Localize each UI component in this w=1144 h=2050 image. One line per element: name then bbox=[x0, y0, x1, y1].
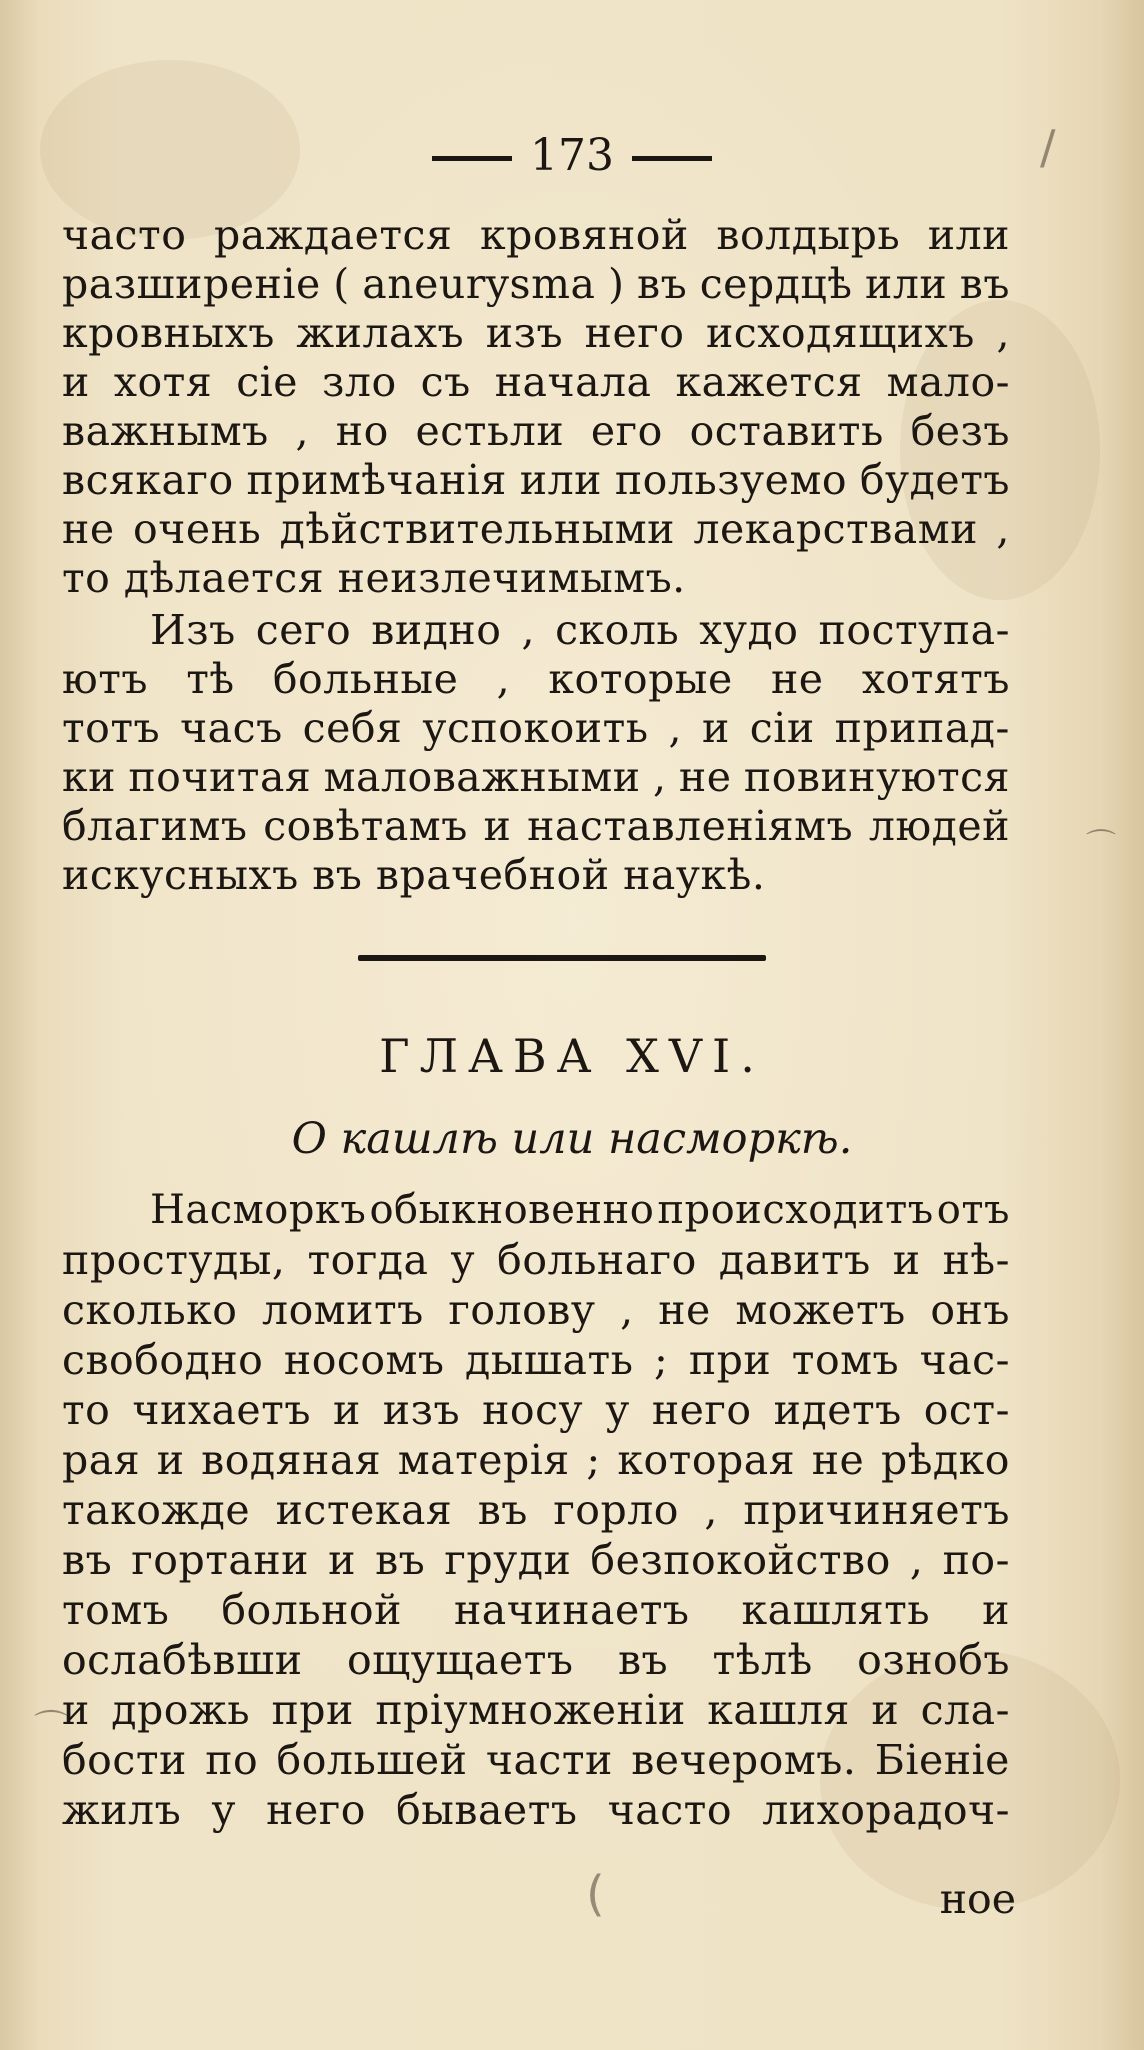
word: важнымъ bbox=[62, 407, 269, 455]
text-line bbox=[62, 553, 1010, 603]
word: тѣ bbox=[186, 655, 235, 703]
catchword: ное bbox=[939, 1875, 1016, 1923]
margin-mark: ⌒ bbox=[34, 1708, 68, 1748]
word: пользуемо bbox=[614, 456, 848, 504]
word: бываетъ bbox=[396, 1786, 578, 1834]
text-line bbox=[62, 210, 1010, 260]
word: поступа- bbox=[818, 606, 1010, 654]
word: по bbox=[205, 1736, 259, 1784]
word: матерія bbox=[397, 1436, 570, 1484]
word: ютъ bbox=[62, 655, 148, 703]
word: у bbox=[605, 1386, 630, 1434]
word: идетъ bbox=[773, 1386, 902, 1434]
word: , bbox=[521, 606, 536, 654]
word: съ bbox=[420, 358, 471, 406]
word: свободно bbox=[62, 1336, 264, 1384]
word: пріумноженіи bbox=[375, 1686, 686, 1734]
word: груди bbox=[444, 1536, 572, 1584]
word: не bbox=[658, 1286, 711, 1334]
word: часъ bbox=[180, 704, 283, 752]
word: носомъ bbox=[283, 1336, 445, 1384]
word: томъ bbox=[62, 1586, 170, 1634]
text-line bbox=[62, 357, 1010, 407]
word: почитая bbox=[128, 753, 312, 801]
word: кашлять bbox=[741, 1586, 931, 1634]
word: при bbox=[688, 1336, 772, 1384]
word: больной bbox=[221, 1586, 402, 1634]
word: въ bbox=[477, 1486, 528, 1534]
word: больные bbox=[272, 655, 459, 703]
word: можетъ bbox=[735, 1286, 906, 1334]
word: успокоить bbox=[422, 704, 649, 752]
word: у bbox=[450, 1236, 476, 1284]
word: изъ bbox=[485, 309, 564, 357]
word: часто bbox=[62, 211, 187, 259]
word: , bbox=[496, 655, 511, 703]
word: него bbox=[584, 309, 685, 357]
word: , bbox=[704, 1486, 718, 1534]
word: видно bbox=[371, 606, 502, 654]
word: части bbox=[485, 1736, 613, 1784]
text-line bbox=[62, 1285, 1010, 1335]
word: или bbox=[519, 456, 602, 504]
word: кашля bbox=[707, 1686, 850, 1734]
text-line bbox=[62, 752, 1010, 802]
text-line bbox=[150, 1185, 1010, 1235]
word: наставленіямъ bbox=[527, 802, 854, 850]
word: маловажными bbox=[323, 753, 641, 801]
word: , bbox=[653, 753, 667, 801]
word: ознобъ bbox=[857, 1636, 1010, 1684]
word: по- bbox=[942, 1536, 1010, 1584]
word: очень bbox=[133, 505, 262, 553]
word: бости bbox=[62, 1736, 187, 1784]
word: тогда bbox=[307, 1236, 429, 1284]
word: сіе bbox=[236, 358, 299, 406]
word: причиняетъ bbox=[743, 1486, 1010, 1534]
word: , bbox=[996, 309, 1010, 357]
chapter-subtitle: О кашлѣ или насморкѣ. bbox=[291, 1114, 853, 1164]
word: и bbox=[982, 1586, 1010, 1634]
word: гортани bbox=[131, 1536, 309, 1584]
word: ; bbox=[654, 1336, 669, 1384]
word: истекая bbox=[275, 1486, 453, 1534]
word: час- bbox=[919, 1336, 1010, 1384]
word: кровныхъ bbox=[62, 309, 275, 357]
text-line bbox=[62, 850, 1010, 900]
word: больнаго bbox=[497, 1236, 697, 1284]
word: естьли bbox=[415, 407, 565, 455]
word: или bbox=[927, 211, 1010, 259]
word: не bbox=[811, 1436, 865, 1484]
text-line bbox=[62, 1635, 1010, 1685]
word: и bbox=[62, 358, 90, 406]
word: aneurysma bbox=[362, 260, 596, 308]
word: давитъ bbox=[718, 1236, 871, 1284]
text-line bbox=[62, 801, 1010, 851]
text-line bbox=[62, 308, 1010, 358]
word: и bbox=[328, 1536, 356, 1584]
text-line bbox=[62, 504, 1010, 554]
word: хотятъ bbox=[861, 655, 1010, 703]
word: , bbox=[996, 505, 1010, 553]
word: него bbox=[651, 1386, 752, 1434]
word: въ bbox=[637, 260, 688, 308]
word: сего bbox=[255, 606, 352, 654]
word: обыкновенно bbox=[369, 1187, 655, 1233]
word: мало- bbox=[886, 358, 1010, 406]
word: , bbox=[620, 1286, 634, 1334]
word: и bbox=[332, 1386, 361, 1434]
word: не bbox=[62, 505, 115, 553]
word: всякаго bbox=[62, 456, 234, 504]
word: повинуются bbox=[743, 753, 1010, 801]
word: тѣлѣ bbox=[712, 1636, 813, 1684]
word: дрожь bbox=[111, 1686, 251, 1734]
word: сколько bbox=[62, 1286, 238, 1334]
word: совѣтамъ bbox=[263, 802, 468, 850]
line-text: то дѣлается неизлечимымъ. bbox=[62, 554, 686, 602]
word: рая bbox=[62, 1436, 141, 1484]
word: него bbox=[266, 1786, 366, 1834]
word: и bbox=[702, 704, 730, 752]
page-number-text: 173 bbox=[530, 130, 614, 181]
word: носу bbox=[482, 1386, 584, 1434]
word: примѣчанія bbox=[246, 456, 507, 504]
word: онъ bbox=[930, 1286, 1010, 1334]
word: хотя bbox=[113, 358, 213, 406]
word: голову bbox=[448, 1286, 596, 1334]
header-dash bbox=[432, 156, 512, 161]
word: жилъ bbox=[62, 1786, 182, 1834]
word: то bbox=[62, 1386, 111, 1434]
word: и bbox=[156, 1436, 185, 1484]
margin-mark: ⌒ bbox=[1086, 828, 1116, 863]
word: кровяной bbox=[479, 211, 689, 259]
word: , bbox=[909, 1536, 924, 1584]
word: начинаетъ bbox=[453, 1586, 690, 1634]
word: ощущаетъ bbox=[347, 1636, 574, 1684]
text-line bbox=[62, 703, 1010, 753]
text-line bbox=[62, 1585, 1010, 1635]
page-number bbox=[0, 131, 1144, 181]
word: не bbox=[770, 655, 824, 703]
word: ки bbox=[62, 753, 116, 801]
word: разширеніе bbox=[62, 260, 321, 308]
word: нѣ- bbox=[942, 1236, 1010, 1284]
word: и bbox=[892, 1236, 921, 1284]
text-line bbox=[62, 1485, 1010, 1535]
word: при bbox=[271, 1686, 354, 1734]
chapter-heading: ГЛАВА XVI. bbox=[379, 1029, 765, 1083]
word: Насморкъ bbox=[150, 1187, 367, 1233]
word: ослабѣвши bbox=[62, 1636, 303, 1684]
word: но bbox=[335, 407, 389, 455]
word: изъ bbox=[382, 1386, 461, 1434]
text-line bbox=[62, 406, 1010, 456]
text-line bbox=[62, 1335, 1010, 1385]
word: и bbox=[62, 1686, 90, 1734]
word: не bbox=[678, 753, 732, 801]
word: и bbox=[483, 802, 512, 850]
word: такожде bbox=[62, 1486, 251, 1534]
word: у bbox=[211, 1786, 236, 1834]
word: водяная bbox=[201, 1436, 382, 1484]
word: дѣйствительными bbox=[279, 505, 676, 553]
word: исходящихъ bbox=[705, 309, 975, 357]
word: сердцѣ bbox=[699, 260, 853, 308]
word: которая bbox=[617, 1436, 796, 1484]
word: безъ bbox=[910, 407, 1010, 455]
word: тотъ bbox=[62, 704, 161, 752]
word: лекарствами bbox=[693, 505, 978, 553]
word: большей bbox=[276, 1736, 468, 1784]
word: рѣдко bbox=[880, 1436, 1010, 1484]
word: раждается bbox=[213, 211, 453, 259]
word: Біеніе bbox=[874, 1736, 1010, 1784]
word: чихаетъ bbox=[132, 1386, 311, 1434]
word: безпокойство bbox=[590, 1536, 891, 1584]
word: вечеромъ. bbox=[631, 1736, 857, 1784]
word: начала bbox=[494, 358, 652, 406]
margin-mark: ( bbox=[586, 1866, 605, 1922]
text-line bbox=[62, 259, 1010, 309]
text-line bbox=[62, 1385, 1010, 1435]
text-line bbox=[62, 1785, 1010, 1835]
word: въ bbox=[959, 260, 1010, 308]
word: и bbox=[871, 1686, 900, 1734]
word: кажется bbox=[675, 358, 863, 406]
text-line bbox=[62, 654, 1010, 704]
word: отъ bbox=[936, 1187, 1010, 1233]
word: , bbox=[668, 704, 683, 752]
word: его bbox=[590, 407, 663, 455]
word: ост- bbox=[923, 1386, 1010, 1434]
line-text: искусныхъ въ врачебной наукѣ. bbox=[62, 851, 766, 899]
word: припад- bbox=[834, 704, 1010, 752]
word: оставить bbox=[689, 407, 884, 455]
text-line bbox=[62, 1735, 1010, 1785]
word: ) bbox=[607, 260, 625, 308]
header-dash bbox=[632, 156, 712, 161]
word: или bbox=[865, 260, 948, 308]
section-divider bbox=[358, 955, 766, 961]
word: лихорадоч- bbox=[762, 1786, 1010, 1834]
word: часто bbox=[607, 1786, 733, 1834]
text-line bbox=[62, 455, 1010, 505]
word: простуды, bbox=[62, 1236, 286, 1284]
word: горло bbox=[553, 1486, 679, 1534]
word: которые bbox=[548, 655, 733, 703]
word: ( bbox=[333, 260, 350, 308]
text-line bbox=[150, 605, 1010, 655]
text-line bbox=[62, 1435, 1010, 1485]
word: будетъ bbox=[859, 456, 1010, 504]
word: благимъ bbox=[62, 802, 248, 850]
word: людей bbox=[868, 802, 1010, 850]
word: худо bbox=[699, 606, 799, 654]
word: сколь bbox=[555, 606, 680, 654]
word: ; bbox=[586, 1436, 601, 1484]
margin-mark: / bbox=[1040, 120, 1056, 174]
word: въ bbox=[375, 1536, 426, 1584]
word: , bbox=[295, 407, 309, 455]
text-line bbox=[62, 1235, 1010, 1285]
word: происходитъ bbox=[657, 1187, 934, 1233]
word: зло bbox=[322, 358, 397, 406]
word: себя bbox=[302, 704, 403, 752]
word: въ bbox=[62, 1536, 113, 1584]
word: въ bbox=[617, 1636, 669, 1684]
word: сіи bbox=[749, 704, 815, 752]
text-line bbox=[62, 1535, 1010, 1585]
word: Изъ bbox=[150, 606, 236, 654]
word: сла- bbox=[920, 1686, 1010, 1734]
word: томъ bbox=[791, 1336, 900, 1384]
word: дышать bbox=[465, 1336, 634, 1384]
word: ломитъ bbox=[262, 1286, 424, 1334]
word: жилахъ bbox=[296, 309, 465, 357]
word: волдырь bbox=[716, 211, 901, 259]
text-line bbox=[62, 1685, 1010, 1735]
